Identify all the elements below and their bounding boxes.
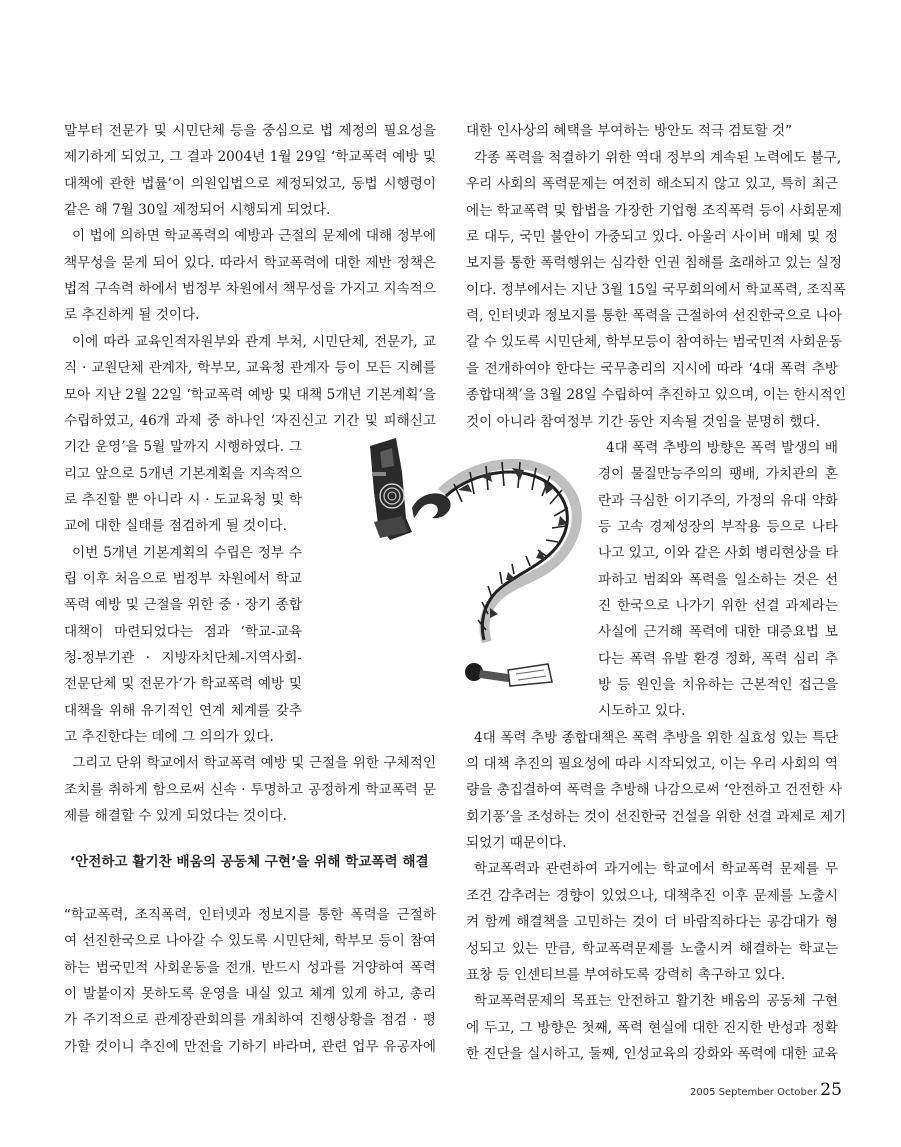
- body-text-line: 력, 인터넷과 정보지를 통한 폭력을 근절하여 선진한국으로 나아: [466, 308, 842, 324]
- quote-text-line: 가 주기적으로 관계장관회의를 개최하여 진행상황을 점검 · 평: [64, 1012, 436, 1028]
- fragment-swirl-icon: [442, 462, 577, 642]
- body-text-line: 이에 따라 교육인적자원부와 관계 부처, 시민단체, 전문가, 교: [72, 334, 436, 350]
- body-text-line: 제를 해결할 수 있게 되었다는 것이다.: [64, 808, 287, 824]
- body-text-line: 기간 운영’을 5월 말까지 시행하였다. 그: [64, 439, 302, 455]
- body-text-line: 같은 해 7월 30일 제정되어 시행되게 되었다.: [64, 202, 331, 218]
- page-number: 25: [820, 1080, 842, 1100]
- body-text-line: 직 · 교원단체 관계자, 학부모, 교육청 관계자 등이 모든 지혜를: [64, 360, 436, 376]
- body-text-line: 에 두고, 그 방향은 첫째, 폭력 현실에 대한 진지한 반성과 정확: [466, 1020, 838, 1036]
- body-text-line: 로 추진하게 될 것이다.: [64, 307, 200, 323]
- body-text-line: 로 대두, 국민 불안이 가중되고 있다. 아울러 사이버 매체 및 정: [466, 229, 838, 245]
- quote-text-line: 하는 범국민적 사회운동을 전개. 반드시 성과를 거양하여 폭력: [64, 960, 436, 976]
- quote-text-line: “학교폭력, 조직폭력, 인터넷과 정보지를 통한 폭력을 근절하: [64, 907, 436, 923]
- quote-text-line: 여 선진한국으로 나아갈 수 있도록 시민단체, 학부모 등이 참여: [64, 933, 436, 949]
- body-text-line: 모아 지난 2월 22일 ‘학교폭력 예방 및 대책 5개년 기본계획’을: [64, 387, 436, 403]
- body-text-line: 학교폭력문제의 목표는 안전하고 활기찬 배움의 공동체 구현: [474, 993, 838, 1009]
- body-text-line: 이번 5개년 기본계획의 수립은 정부 수: [72, 545, 302, 561]
- body-text-line: 대책을 위해 유기적인 연계 체계를 갖추: [64, 703, 302, 719]
- body-text-line: 량을 총집결하여 폭력을 추방해 나감으로써 ‘안전하고 건전한 사: [466, 782, 842, 798]
- body-text-line: 전문단체 및 전문가’가 학교폭력 예방 및: [64, 676, 302, 692]
- body-text-line: 의 대책 추진의 필요성에 따라 시작되었고, 이는 우리 사회의 역: [466, 756, 838, 772]
- body-text-line: 이 법에 의하면 학교폭력의 예방과 근절의 문제에 대해 정부에: [72, 228, 436, 244]
- quote-text-line: 가할 것이니 추진에 만전을 기하기 바라며, 관련 업무 유공자에: [64, 1039, 436, 1055]
- quote-text-line: 이 발붙이지 못하도록 운영을 내실 있고 체계 있게 하고, 총리: [64, 986, 436, 1002]
- body-text-line: 책무성을 묻게 되어 있다. 따라서 학교폭력에 대한 제반 정책은: [64, 255, 436, 271]
- question-mark-figure-illustration: [362, 432, 598, 700]
- body-text-line: 켜 함께 해결책을 고민하는 것이 더 바람직하다는 공감대가 형: [466, 914, 838, 930]
- body-text-line: 성되고 있는 만큼, 학교폭력문제를 노출시켜 해결하는 학교는: [466, 941, 838, 957]
- body-text-line: 법적 구속력 하에서 범정부 차원에서 책무성을 가지고 지속적으: [64, 281, 436, 297]
- body-text-line: 폭력 예방 및 근절을 위한 중 · 장기 종합: [64, 597, 302, 613]
- hand-microphone-icon: [465, 663, 552, 686]
- body-text-line: 회기풍’을 조성하는 것이 선진한국 건설을 위한 선결 과제로 제기: [466, 809, 847, 825]
- body-text-line: 한 진단을 실시하고, 둘째, 인성교육의 강화와 폭력에 대한 교육: [466, 1046, 838, 1062]
- body-text-line: 갈 수 있도록 시민단체, 학부모등이 참여하는 범국민적 사회운동: [466, 334, 842, 350]
- body-text-line: 보지를 통한 폭력행위는 심각한 인권 침해를 초래하고 있는 실정: [466, 255, 842, 271]
- body-text-line: 리고 앞으로 5개년 기본계획을 지속적으: [64, 466, 302, 482]
- body-text-line: 조건 감추려는 경향이 있었으나, 대책추진 이후 문제를 노출시: [466, 888, 838, 904]
- body-text-line: 그리고 단위 학교에서 학교폭력 예방 및 근절을 위한 구체적인: [72, 755, 436, 771]
- body-text-line: 에는 학교폭력 및 합법을 가장한 기업형 조직폭력 등이 사회문제: [466, 203, 842, 219]
- body-text-line: 수립하였고, 46개 과제 중 하나인 ‘자진신고 기간 및 피해신고: [64, 413, 436, 429]
- quote-text-line: 대한 인사상의 혜택을 부여하는 방안도 적극 검토할 것”: [466, 123, 793, 139]
- body-text-line: 종합대책’을 3월 28일 수립하여 추진하고 있으며, 이는 한시적인: [466, 387, 846, 403]
- body-text-line: 4대 폭력 추방 종합대책은 폭력 추방을 위한 실효성 있는 특단: [474, 730, 838, 746]
- body-text-line: 다는 폭력 유발 환경 정화, 폭력 심리 추: [598, 651, 838, 667]
- body-text-line: 시도하고 있다.: [598, 703, 686, 719]
- body-text-line: 교에 대한 실태를 점검하게 될 것이다.: [64, 518, 287, 534]
- body-text-line: 표창 등 인센티브를 부여하도록 강력히 촉구하고 있다.: [466, 967, 786, 983]
- body-text-line: 청-정부기관 · 지방자치단체-지역사회-: [64, 650, 302, 666]
- body-text-line: 란과 극심한 이기주의, 가정의 유대 약화: [598, 493, 838, 509]
- body-text-line: 고 추진한다는 데에 그 의의가 있다.: [64, 729, 274, 745]
- body-text-line: 되었기 때문이다.: [466, 835, 567, 851]
- body-text-line: 진 한국으로 나가기 위한 선결 과제라는: [598, 598, 838, 614]
- body-text-line: 방 등 원인을 치유하는 근본적인 접근을: [598, 677, 838, 693]
- body-text-line: 말부터 전문가 및 시민단체 등을 중심으로 법 제정의 필요성을: [64, 123, 436, 139]
- body-text-line: 등 고속 경제성장의 부작용 등으로 나타: [598, 519, 838, 535]
- body-text-line: 사실에 근거해 폭력에 대한 대증요법 보: [598, 624, 838, 640]
- body-text-line: 립 이후 처음으로 범정부 차원에서 학교: [64, 571, 302, 587]
- body-text-line: 학교폭력과 관련하여 과거에는 학교에서 학교폭력 문제를 무: [474, 861, 838, 877]
- body-text-line: 파하고 범죄와 폭력을 일소하는 것은 선: [598, 572, 838, 588]
- body-text-line: 을 전개하여야 한다는 국무총리의 지시에 따라 ‘4대 폭력 추방: [466, 361, 838, 377]
- body-text-line: 나고 있고, 이와 같은 사회 병리현상을 타: [598, 545, 839, 561]
- body-text-line: 조치를 취하게 함으로써 신속 · 투명하고 공정하게 학교폭력 문: [64, 782, 436, 798]
- body-text-line: 각종 폭력을 척결하기 위한 역대 정부의 계속된 노력에도 불구,: [474, 150, 842, 166]
- curl-icon: [412, 493, 451, 518]
- body-text-line: 우리 사회의 폭력문제는 여전히 해소되지 않고 있고, 특히 최근: [466, 176, 838, 192]
- body-text-line: 것이 아니라 참여정부 기간 동안 지속될 것임을 분명히 했다.: [466, 414, 821, 430]
- body-text-line: 로 추진할 뿐 아니라 시 · 도교육청 및 학: [64, 492, 302, 508]
- body-text-line: 이다. 정부에서는 지난 3월 15일 국무회의에서 학교폭력, 조직폭: [466, 282, 846, 298]
- body-text-line: 제기하게 되었고, 그 결과 2004년 1월 29일 ‘학교폭력 예방 및: [64, 149, 436, 165]
- section-heading: ‘안전하고 활기찬 배움의 공동체 구현’을 위해 학교폭력 해결: [70, 854, 429, 870]
- stone-head-icon: [370, 438, 412, 540]
- body-text-line: 대책이 마련되었다는 점과 ‘학교-교육: [64, 624, 302, 640]
- body-text-line: 경이 물질만능주의의 팽배, 가치관의 혼: [598, 466, 838, 482]
- body-text-line: 4대 폭력 추방의 방향은 폭력 발생의 배: [606, 440, 838, 456]
- issue-date: 2005 September October: [690, 1087, 818, 1098]
- body-text-line: 대책에 관한 법률’이 의원입법으로 제정되었고, 동법 시행령이: [64, 176, 436, 192]
- page-footer: [690, 1080, 880, 1106]
